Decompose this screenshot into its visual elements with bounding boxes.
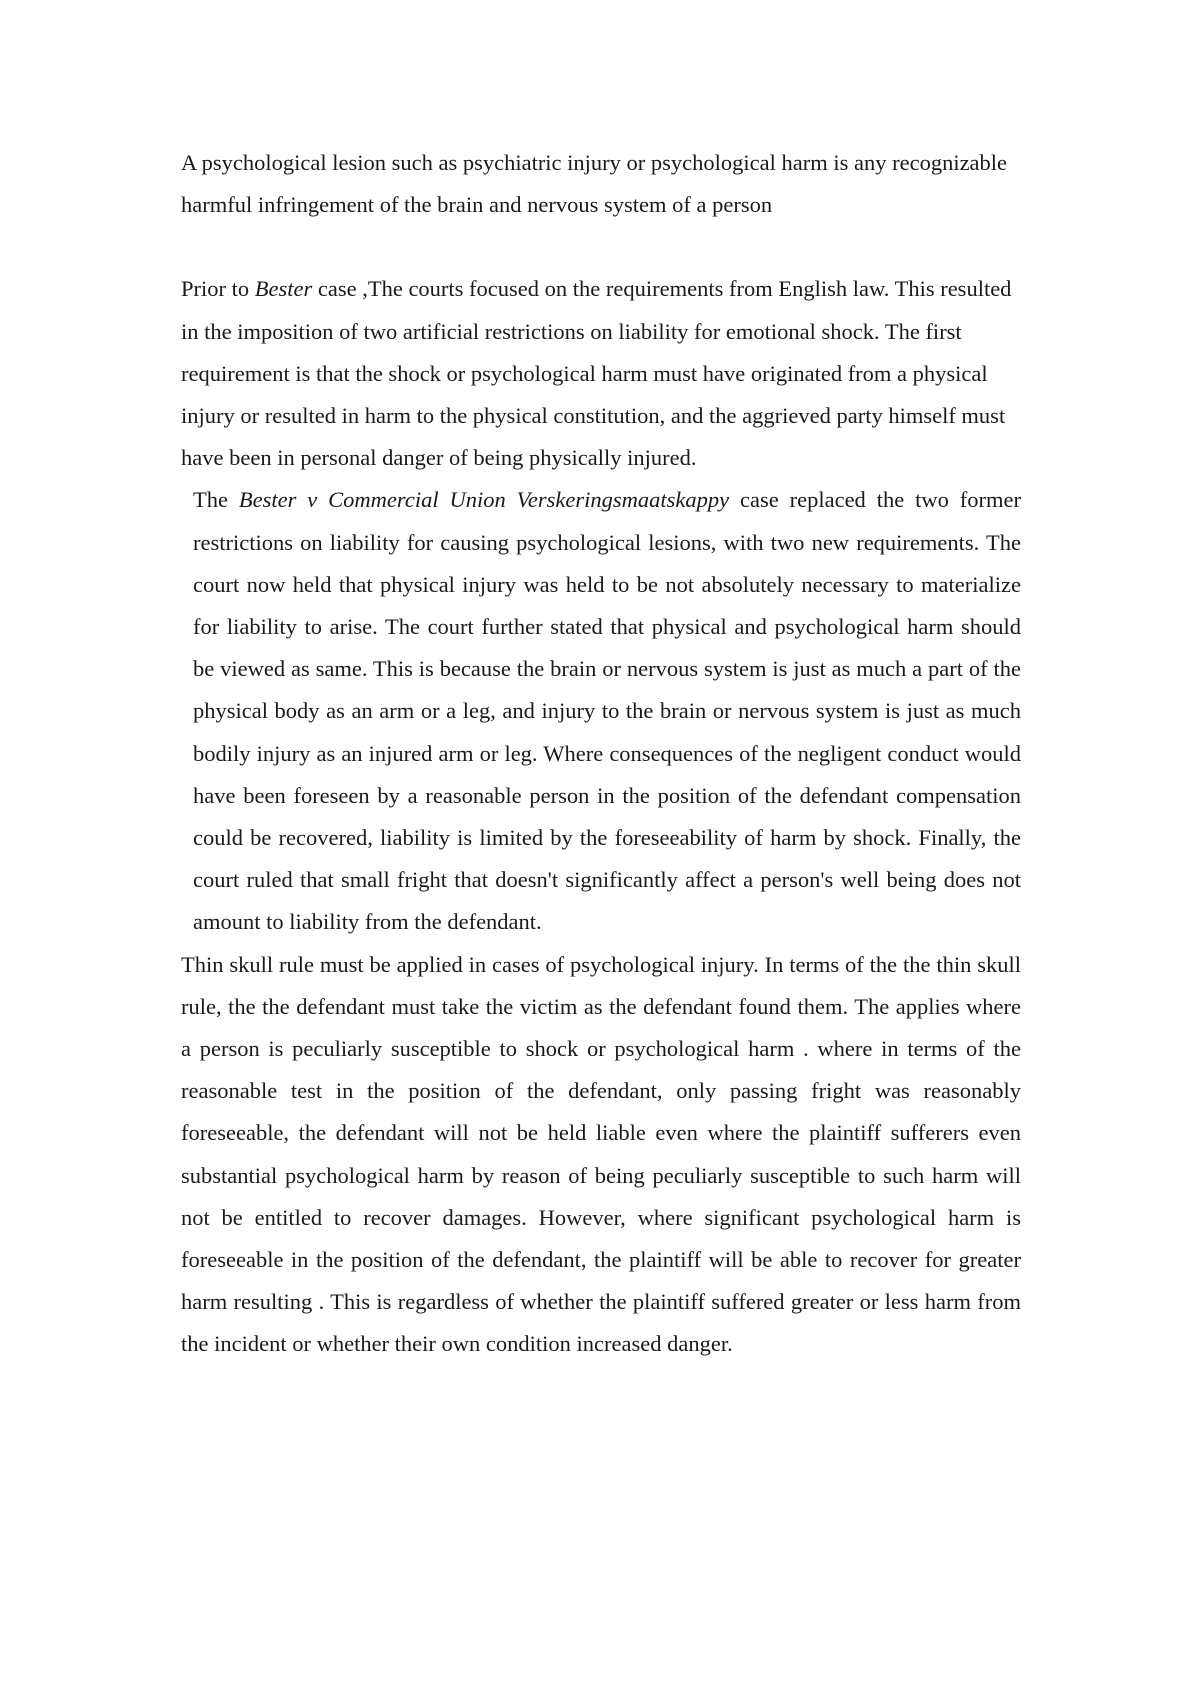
paragraph-prior-lead: Prior to [181, 276, 255, 302]
document-body [181, 142, 1021, 1366]
paragraph-bester-rest: case replaced the two former restrictions on liability for causing psychological lesions, with two new requirements. The court now held that physical injury was held to be not absolutely necessary to materialize for liability to arise. The court further stated that physical and psychological harm should be viewed as same. This is because the brain or nervous system is just as much a part of the physical body as an arm or a leg, and injury to the brain or nervous system is just as much bodily injury as an injured arm or leg. Where consequences of the negligent conduct would have been foreseen by a reasonable person in the position of the defendant compensation could be recovered, liability is limited by the foreseeability of harm by shock. Finally, the court ruled that small fright that doesn't significantly affect a person's well being does not amount to liability from the defendant. [193, 487, 1021, 935]
paragraph-bester-lead: The [193, 487, 239, 513]
paragraph-bester-case [181, 479, 1021, 943]
paragraph-spacer [181, 226, 1021, 268]
case-name-bester-v-commercial-union: Bester v Commercial Union Verskeringsmaatskappy [238, 487, 730, 513]
paragraph-definition-text: A psychological lesion such as psychiatric injury or psychological harm is any recognizable harmful infringement of the brain and nervous system of a person [181, 150, 1008, 218]
case-name-bester: Bester [254, 276, 313, 302]
paragraph-thin-skull-rule [181, 944, 1021, 1366]
paragraph-prior-to-bester [181, 268, 1021, 479]
paragraph-thin-skull-text: Thin skull rule must be applied in cases of psychological injury. In terms of the the thin skull rule, the the defendant must take the victim as the defendant found them. The applies where a person is peculiarly susceptible to shock or psychological harm . where in terms of the reasonable test in the position of the defendant, only passing fright was reasonably foreseeable, the defendant will not be held liable even where the plaintiff sufferers even substantial psychological harm by reason of being peculiarly susceptible to such harm will not be entitled to recover damages. However, where significant psychological harm is foreseeable in the position of the defendant, the plaintiff will be able to recover for greater harm resulting . This is regardless of whether the plaintiff suffered greater or less harm from the incident or whether their own condition increased danger. [181, 951, 1021, 1357]
paragraph-prior-rest: case ,The courts focused on the requirements from English law. This resulted in the imposition of two artificial restrictions on liability for emotional shock. The first requirement is that the shock or psychological harm must have originated from a physical injury or resulted in harm to the physical constitution, and the aggrieved party himself must have been in personal danger of being physically injured. [181, 276, 1012, 471]
paragraph-definition [181, 142, 1021, 226]
